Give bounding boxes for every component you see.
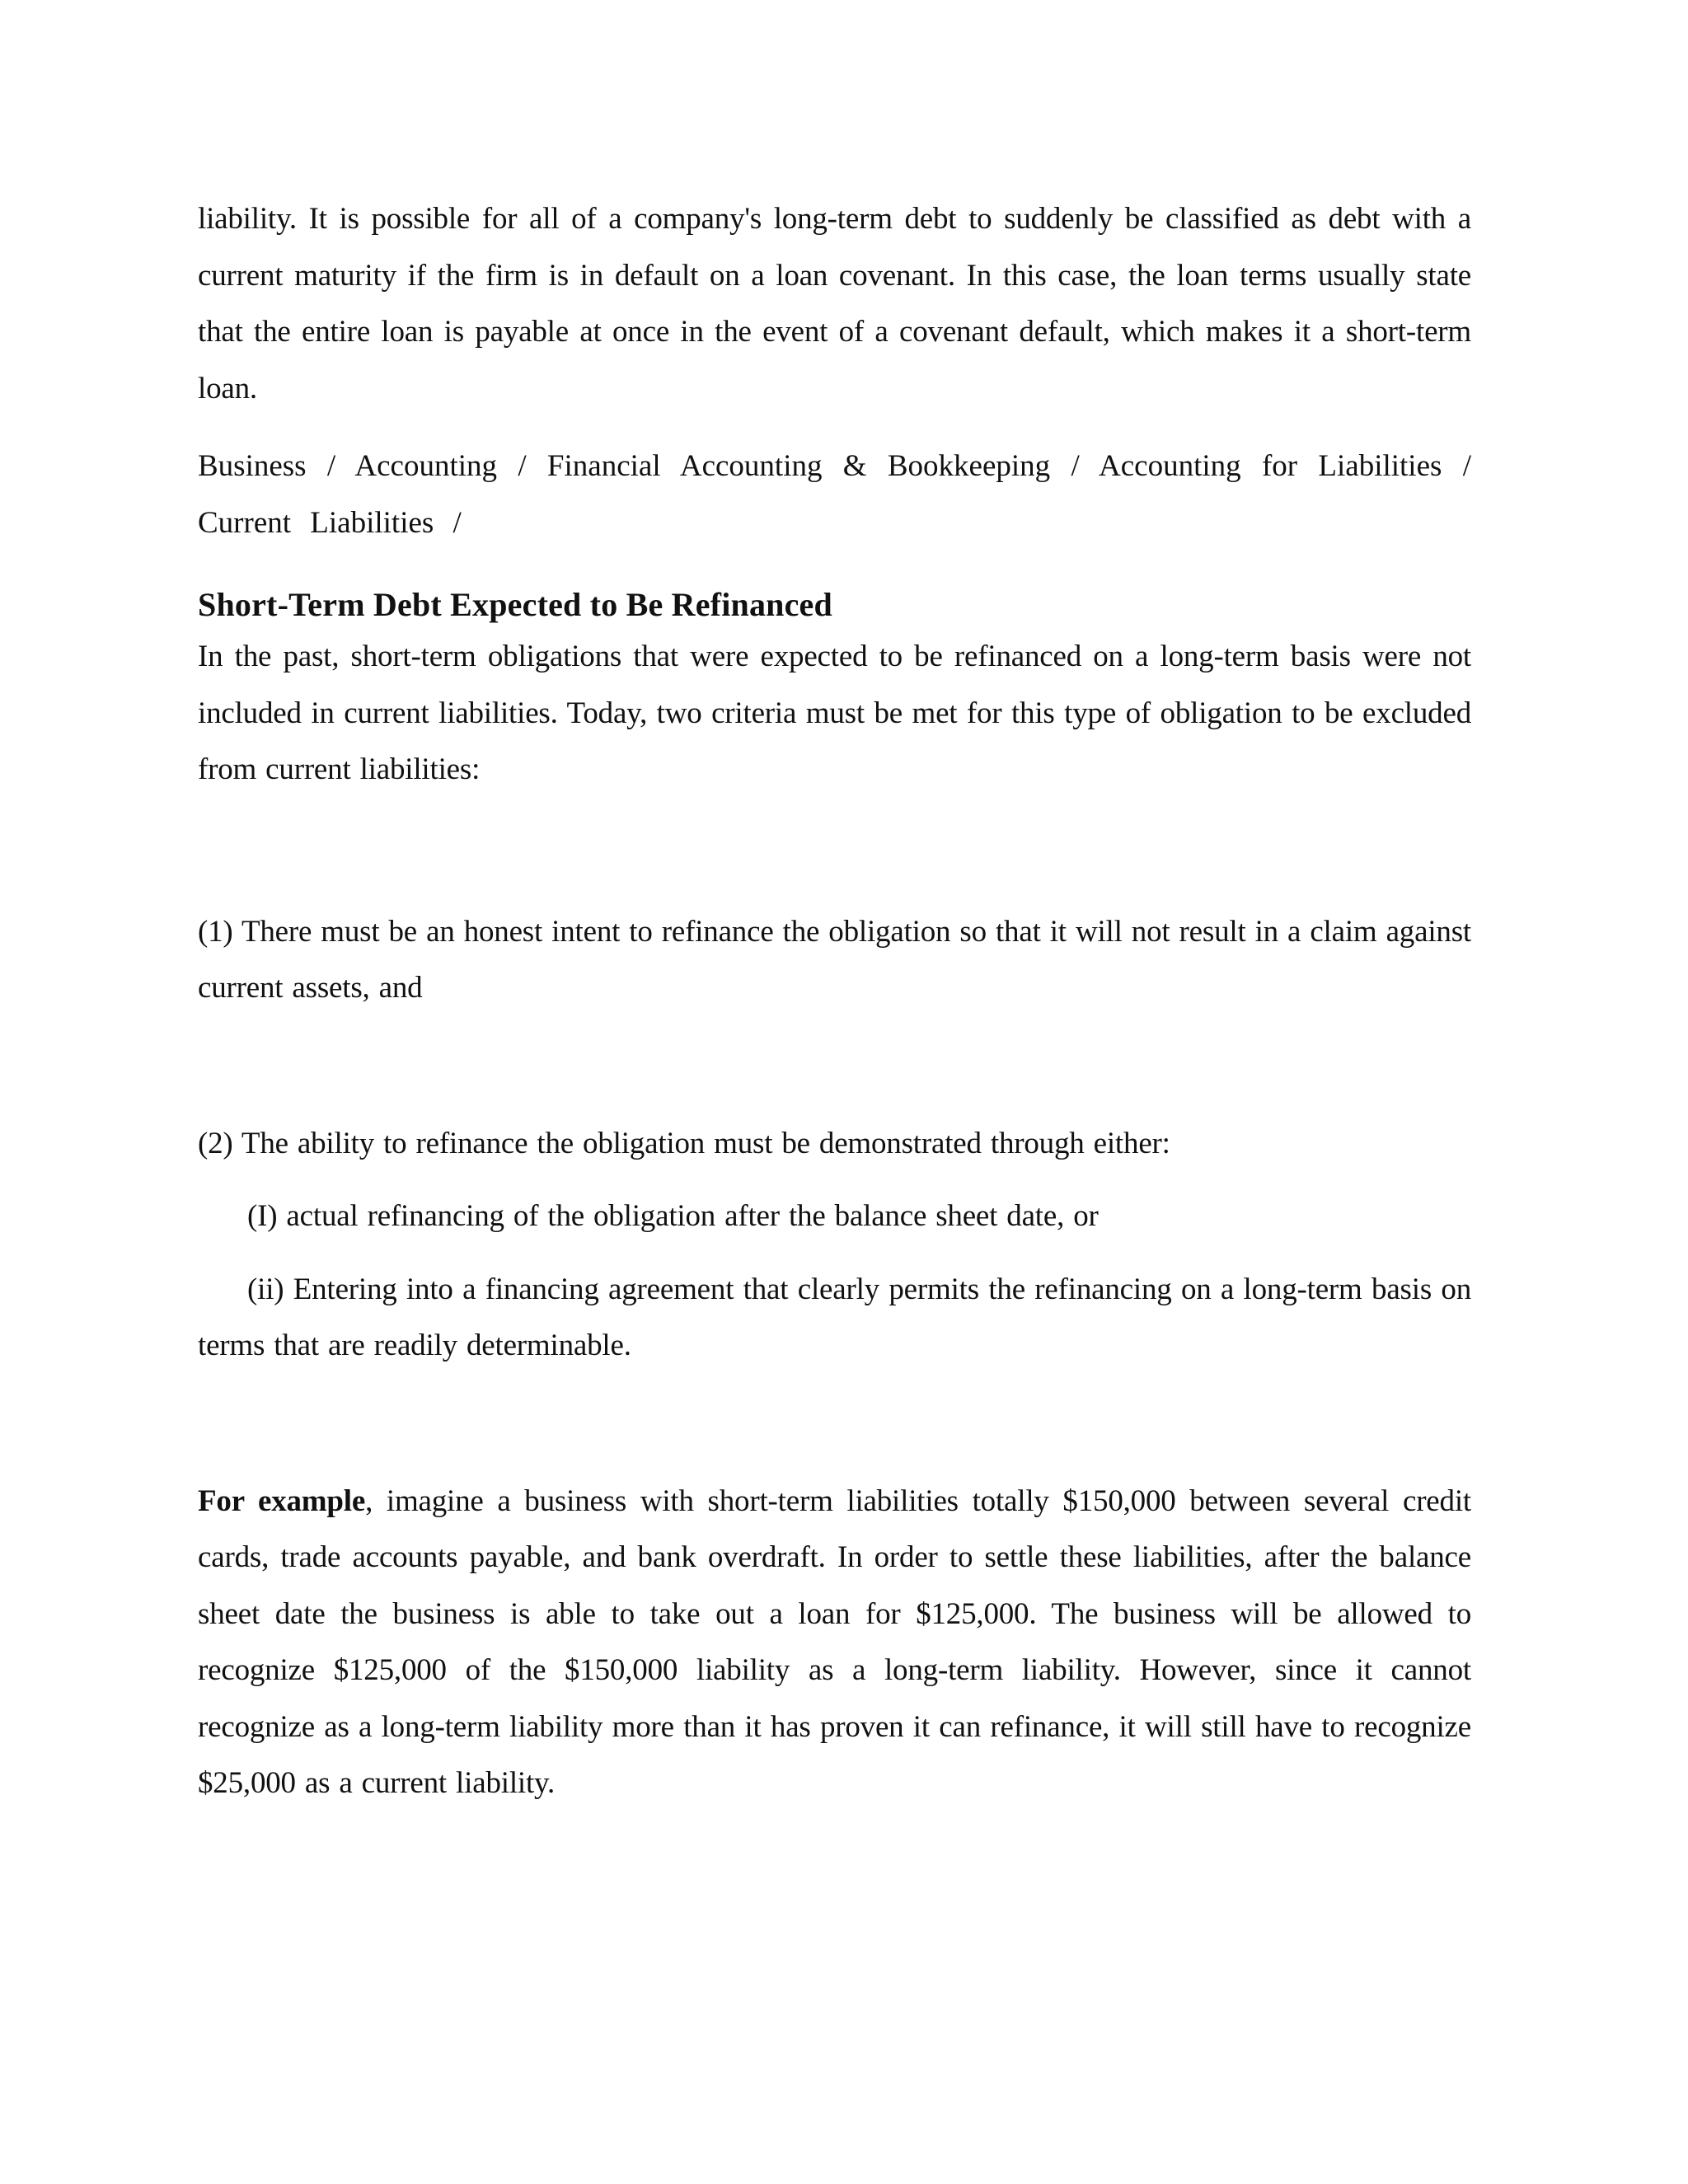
spacer xyxy=(198,417,1471,438)
example-text: , imagine a business with short-term liabilities totally $150,000 between several credit cards, trade accounts payable, and bank overdraft. In order to settle these liabilities, after the balance sheet date the business is able to take out a loan for $125,000. The business will be allowed to recognize $125,000 of the $150,000 liability as a long-term liability. However, since it cannot recognize as a long-term liability more than it has proven it can refinance, it will still have to recognize $25,000 as a current liability. xyxy=(198,1483,1471,1800)
spacer xyxy=(198,1375,1471,1474)
spacer xyxy=(198,1172,1471,1188)
example-label: For example xyxy=(198,1483,366,1518)
spacer xyxy=(198,1017,1471,1116)
section-title: Short-Term Debt Expected to Be Refinanced xyxy=(198,586,832,623)
breadcrumb: Business / Accounting / Financial Accounting & Bookkeeping / Accounting for Liabilities / Current Liabilities / xyxy=(198,449,1471,540)
document-page xyxy=(198,191,1471,1812)
sub-criterion-ii-paragraph: (ii) Entering into a financing agreement that clearly permits the refinancing on a long-term basis on terms that are readily determinable. xyxy=(198,1272,1471,1362)
spacer xyxy=(198,799,1471,904)
criterion-2-paragraph: (2) The ability to refinance the obligation must be demonstrated through either: xyxy=(198,1126,1170,1160)
section-intro-paragraph: In the past, short-term obligations that were expected to be refinanced on a long-term basis were not included in current liabilities. Today, two criteria must be met for this type of obligation to be excluded from current liabilities: xyxy=(198,640,1471,786)
intro-paragraph: liability. It is possible for all of a company's long-term debt to suddenly be classified as debt with a current maturity if the firm is in default on a loan covenant. In this case, the loan terms usually state that the entire loan is payable at once in the event of a covenant default, which makes it a short-term loan. xyxy=(198,202,1471,405)
criterion-1-paragraph: (1) There must be an honest intent to refinance the obligation so that it will not result in a claim against current assets, and xyxy=(198,914,1471,1005)
spacer xyxy=(198,1245,1471,1262)
sub-criterion-i-paragraph: (I) actual refinancing of the obligation after the balance sheet date, or xyxy=(247,1199,1099,1233)
example-paragraph xyxy=(198,1474,1471,1812)
